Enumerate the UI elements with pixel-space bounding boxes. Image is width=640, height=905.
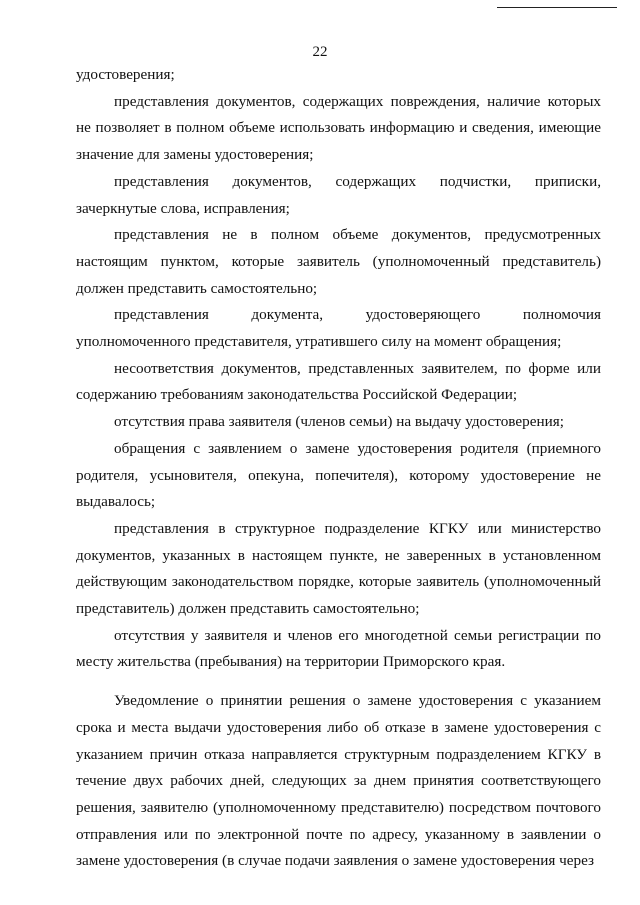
- paragraph-10: отсутствия у заявителя и членов его многодетной семьи регистрации по месту жительства (пребывания) на территории Приморского края.: [76, 626, 601, 671]
- paragraph-1: удостоверения;: [76, 66, 175, 83]
- paragraph-8: обращения с заявлением о замене удостоверения родителя (приемного родителя, усыновителя, опекуна, попечителя), которому удостоверение не выдавалось;: [76, 439, 601, 511]
- paragraph-4: представления не в полном объеме документов, предусмотренных настоящим пунктом, которые заявитель (уполномоченный представитель) должен представить самостоятельно;: [76, 226, 601, 297]
- header-rule: [497, 7, 617, 8]
- document-body: [76, 62, 601, 875]
- paragraph-9: представления в структурное подразделение КГКУ или министерство документов, указанных в настоящем пункте, не заверенных в установленном действующим законодательством порядке, которые заявитель (уполномоченный представитель) должен представить самостоятельно;: [76, 519, 601, 618]
- paragraph-11: Уведомление о принятии решения о замене удостоверения с указанием срока и места выдачи удостоверения либо об отказе в замене удостоверения с указанием причин отказа направляется структурным подразделением КГКУ в течение двух рабочих дней, следующих за днем принятия соответствующего решения, заявителю (уполномоченному представителю) посредством почтового отправления или по электронной почте по адресу, указанному в заявлении о замене удостоверения (в случае подачи заявления о замене удостоверения через: [76, 692, 601, 870]
- paragraph-3: представления документов, содержащих подчистки, приписки, зачеркнутые слова, исправления;: [76, 172, 601, 217]
- paragraph-7: отсутствия права заявителя (членов семьи) на выдачу удостоверения;: [114, 413, 564, 431]
- paragraph-2: представления документов, содержащих повреждения, наличие которых не позволяет в полном объеме использовать информацию и сведения, имеющие значение для замены удостоверения;: [76, 92, 601, 164]
- paragraph-5: представления документа, удостоверяющего полномочия уполномоченного представителя, утратившего силу на момент обращения;: [76, 306, 601, 351]
- page-number: 22: [312, 44, 328, 60]
- paragraph-6: несоответствия документов, представленных заявителем, по форме или содержанию требованиям законодательства Российской Федерации;: [76, 359, 601, 404]
